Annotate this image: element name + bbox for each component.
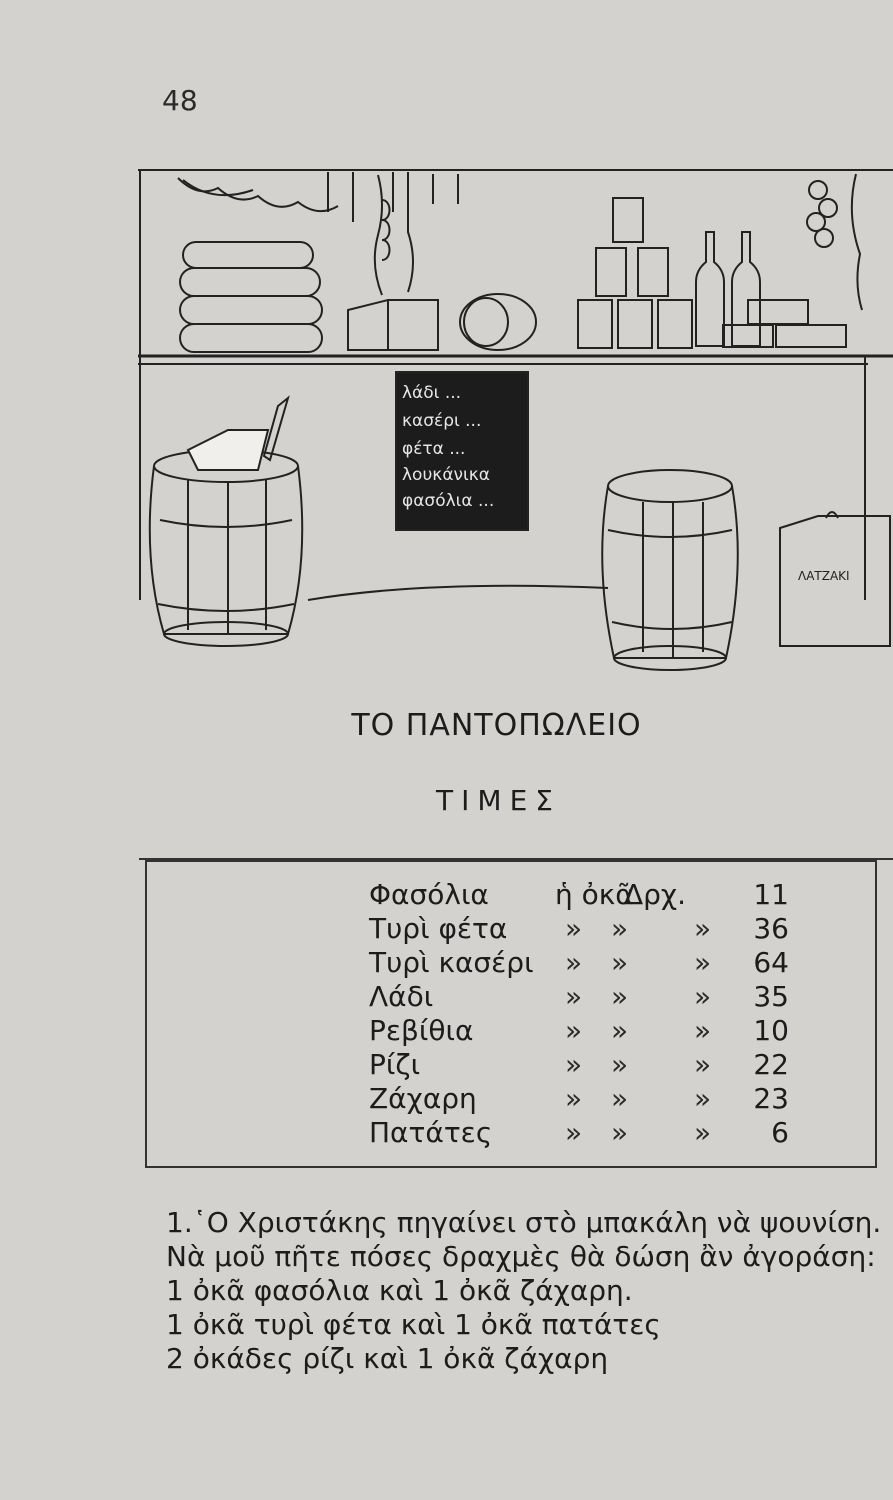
ditto-mark: » xyxy=(565,1082,583,1115)
stacked-cheese-loaves-icon xyxy=(180,242,322,352)
item-price: 23 xyxy=(753,1082,789,1115)
exercise-line: 1.῾Ο Χριστάκης πηγαίνει στὸ μπακάλη νὰ ψουνίση. xyxy=(166,1206,882,1239)
exercise-line: 2 ὀκάδες ρίζι καὶ 1 ὀκᾶ ζάχαρη xyxy=(166,1342,609,1375)
sign-line: φέτα ... xyxy=(402,439,466,459)
exercise-text xyxy=(166,1206,881,1376)
item-price: 36 xyxy=(753,912,789,945)
ditto-mark: » xyxy=(694,980,712,1013)
ditto-mark: » xyxy=(611,946,629,979)
ditto-mark: » xyxy=(611,1048,629,1081)
exercise-line: 1 ὀκᾶ φασόλια καὶ 1 ὀκᾶ ζάχαρη. xyxy=(166,1274,633,1307)
item-name: Τυρὶ φέτα xyxy=(369,912,508,945)
cheese-wheel-icon xyxy=(348,300,438,350)
price-row xyxy=(369,1116,789,1150)
item-price: 10 xyxy=(753,1014,789,1047)
ditto-mark: » xyxy=(694,1048,712,1081)
price-row xyxy=(369,1048,789,1082)
item-price: 11 xyxy=(753,878,789,911)
exercise-line: 1 ὀκᾶ τυρὶ φέτα καὶ 1 ὀκᾶ πατάτες xyxy=(166,1308,661,1341)
canned-goods-icon xyxy=(578,198,692,348)
left-barrel-icon xyxy=(150,398,302,646)
price-row xyxy=(369,878,789,912)
item-price: 64 xyxy=(753,946,789,979)
item-name: Ρεβίθια xyxy=(369,1014,474,1047)
item-name: Ζάχαρη xyxy=(369,1082,477,1115)
illustration-caption: ΤΟ ΠΑΝΤΟΠΩΛΕΙΟ xyxy=(351,708,642,743)
price-row xyxy=(369,1082,789,1116)
currency-label: Δρχ. xyxy=(624,878,687,911)
ditto-mark: » xyxy=(611,1014,629,1047)
price-list-box xyxy=(145,860,877,1168)
sign-line: λάδι ... xyxy=(402,383,462,403)
item-name: Πατάτες xyxy=(369,1116,493,1149)
garlic-string-icon xyxy=(807,174,862,310)
price-row xyxy=(369,980,789,1014)
ditto-mark: » xyxy=(694,946,712,979)
grocery-shop-illustration xyxy=(138,160,893,720)
exercise-line: Νὰ μοῦ πῆτε πόσες δραχμὲς θὰ δώση ἂν ἀγοράση: xyxy=(166,1240,876,1273)
ditto-mark: » xyxy=(694,1082,712,1115)
ditto-mark: » xyxy=(565,946,583,979)
crate-label: ΛΑΤΖΑΚΙ xyxy=(798,569,850,583)
ditto-mark: » xyxy=(694,1116,712,1149)
price-table xyxy=(369,878,789,1150)
item-name: Λάδι xyxy=(369,980,434,1013)
box-top-rule xyxy=(139,858,893,860)
ditto-mark: » xyxy=(611,1082,629,1115)
item-name: Φασόλια xyxy=(369,878,489,911)
ditto-mark: » xyxy=(694,1014,712,1047)
ditto-mark: » xyxy=(565,980,583,1013)
prices-heading: ΤΙΜΕΣ xyxy=(436,784,561,817)
item-name: Ρίζι xyxy=(369,1048,421,1081)
sign-line: φασόλια ... xyxy=(402,491,495,511)
wine-bottles-icon xyxy=(696,232,760,346)
ditto-mark: » xyxy=(565,1048,583,1081)
item-name: Τυρὶ κασέρι xyxy=(369,946,534,979)
price-row xyxy=(369,1014,789,1048)
unit-label: ἡ ὀκᾶ xyxy=(555,878,634,911)
ditto-mark: » xyxy=(611,912,629,945)
item-price: 6 xyxy=(771,1116,789,1149)
boxes-icon xyxy=(723,300,846,347)
ham-icon xyxy=(460,294,536,350)
item-price: 22 xyxy=(753,1048,789,1081)
item-price: 35 xyxy=(753,980,789,1013)
page-number: 48 xyxy=(162,84,198,117)
right-barrel-icon xyxy=(602,470,738,670)
ditto-mark: » xyxy=(565,1014,583,1047)
sign-line: κασέρι ... xyxy=(402,411,482,431)
sign-line: λουκάνικα xyxy=(402,465,490,485)
ditto-mark: » xyxy=(611,1116,629,1149)
price-row xyxy=(369,912,789,946)
crate-icon xyxy=(780,512,890,646)
ditto-mark: » xyxy=(611,980,629,1013)
price-row xyxy=(369,946,789,980)
ditto-mark: » xyxy=(694,912,712,945)
ditto-mark: » xyxy=(565,912,583,945)
ditto-mark: » xyxy=(565,1116,583,1149)
